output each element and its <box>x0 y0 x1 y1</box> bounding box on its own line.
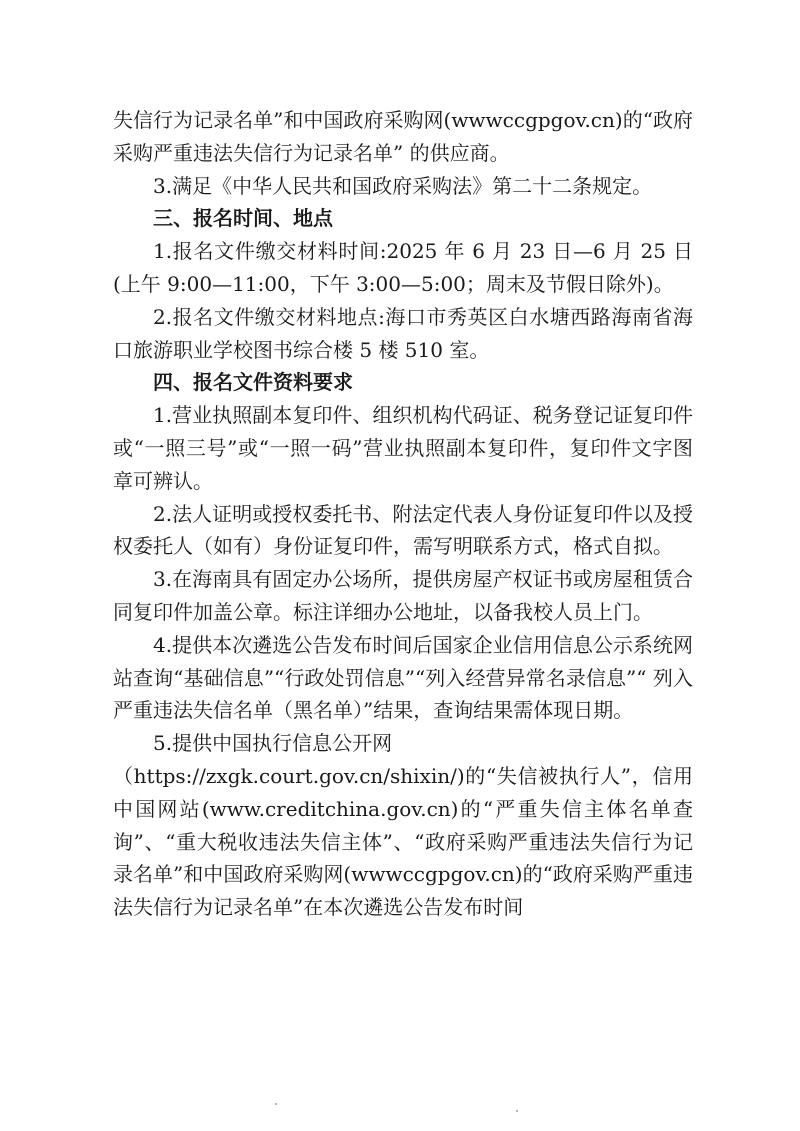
paragraph-doc-requirement-1: 1.营业执照副本复印件、组织机构代码证、税务登记证复印件或“一照三号”或“一照一码”营业执照副本复印件，复印件文字图章可辨认。 <box>113 403 693 493</box>
scan-speck <box>275 1103 277 1105</box>
paragraph-registration-location: 2.报名文件缴交材料地点:海口市秀英区白水塘西路海南省海口旅游职业学校图书综合楼 5 楼 510 室。 <box>113 304 693 362</box>
paragraph-continuation-2: （https://zxgk.court.gov.cn/shixin/)的“失信被执行人”，信用中国网站(www.creditchina.gov.cn)的“严重失信主体名单查询”、“重大税收违法失信主体”、“政府采购严重违法失信行为记录名单”和中国政府采购网(wwwccgpgov.cn)的“政府采购严重违法失信行为记录名单”在本次遴选公告发布时间 <box>113 763 693 920</box>
scan-speck <box>516 1110 518 1112</box>
document-body <box>113 104 693 924</box>
section-heading-3: 三、报名时间、地点 <box>153 206 333 231</box>
paragraph-doc-requirement-5: 5.提供中国执行信息公开网 <box>153 731 393 756</box>
paragraph-doc-requirement-3: 3.在海南具有固定办公场所，提供房屋产权证书或房屋租赁合同复印件加盖公章。标注详细办公地址，以备我校人员上门。 <box>113 567 693 624</box>
paragraph-doc-requirement-4: 4.提供本次遴选公告发布时间后国家企业信用信息公示系统网站查询“基础信息”“行政处罚信息”“列入经营异常名录信息”“ 列入严重违法失信名单（黑名单）”结果，查询结果需体现日期。 <box>113 632 693 723</box>
paragraph-continuation-1: 失信行为记录名单”和中国政府采购网(wwwccgpgov.cn)的“政府采购严重违法失信行为记录名单” 的供应商。 <box>113 108 693 165</box>
paragraph-registration-time: 1.报名文件缴交材料时间:2025 年 6 月 23 日—6 月 25 日(上午 9:00—11:00，下午 3:00—5:00；周末及节假日除外)。 <box>113 239 693 296</box>
paragraph-requirement-3: 3.满足《中华人民共和国政府采购法》第二十二条规定。 <box>153 173 653 198</box>
paragraph-doc-requirement-2: 2.法人证明或授权委托书、附法定代表人身份证复印件以及授权委托人（如有）身份证复印件，需写明联系方式，格式自拟。 <box>113 501 693 559</box>
section-heading-4: 四、报名文件资料要求 <box>153 370 353 395</box>
